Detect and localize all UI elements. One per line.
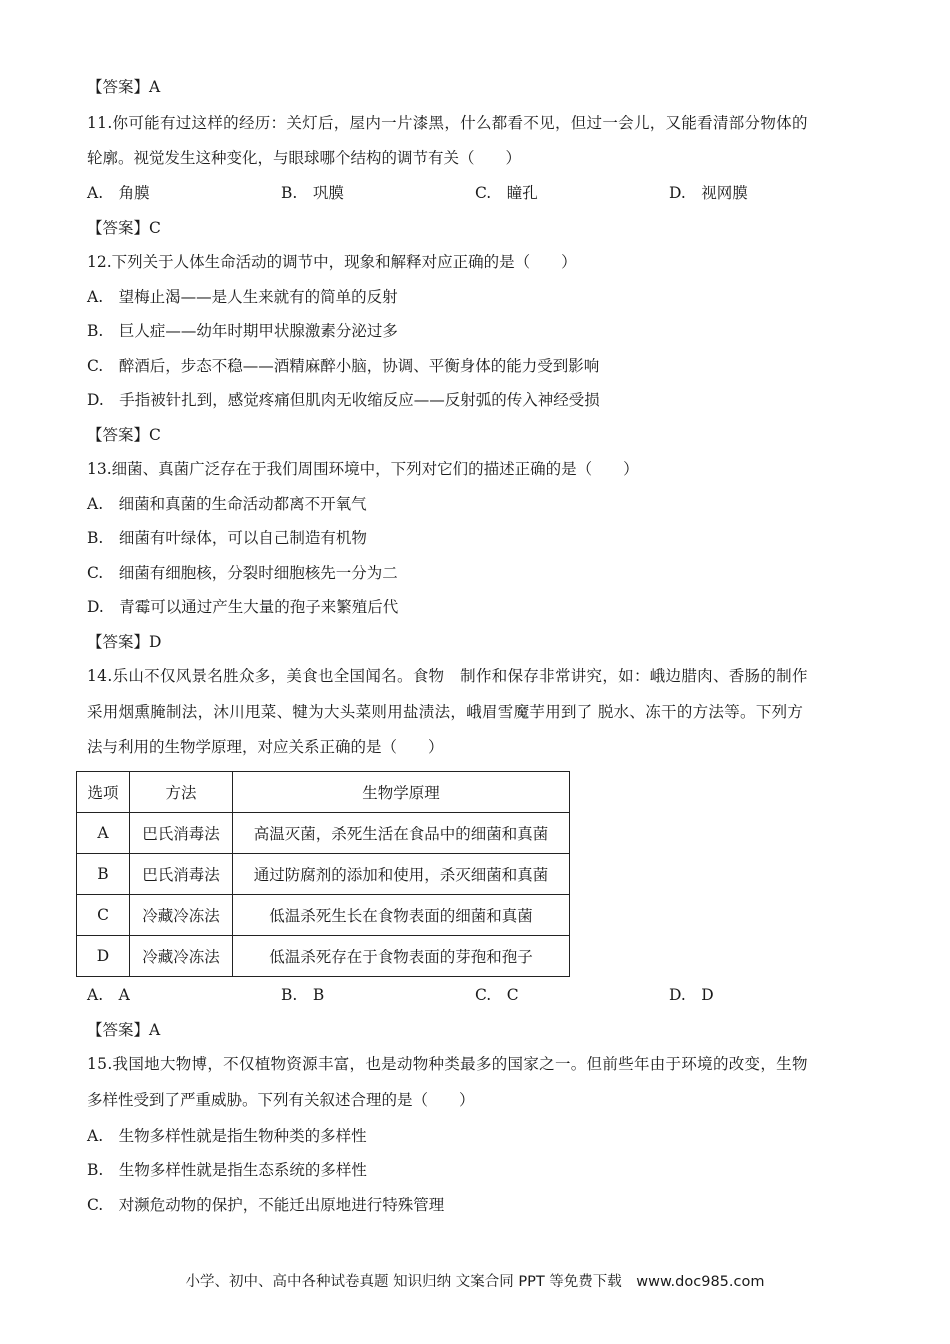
question-12-stem: 12.下列关于人体生命活动的调节中，现象和解释对应正确的是（ ） [87,253,577,271]
question-14-line-1: 14.乐山不仅风景名胜众多，美食也全国闻名。食物 制作和保存非常讲究，如：峨边腊肉、香肠的制作 [87,667,808,685]
option-b: B. B [281,986,325,1004]
question-15-option-a: A. 生物多样性就是指生物种类的多样性 [87,1127,367,1145]
question-15-line-1: 15.我国地大物博，不仅植物资源丰富，也是动物种类最多的国家之一。但前些年由于环境的改变，生物 [87,1055,808,1073]
table-cell: A [77,813,130,854]
answer-10: 【答案】A [87,78,161,96]
table-cell: 冷藏冷冻法 [130,895,233,936]
question-15-option-b: B. 生物多样性就是指生态系统的多样性 [87,1161,367,1179]
page-footer: 小学、初中、高中各种试卷真题 知识归纳 文案合同 PPT 等免费下载 www.doc985.com [185,1274,765,1290]
question-13-option-b: B. 细菌有叶绿体，可以自己制造有机物 [87,529,367,547]
question-13-option-a: A. 细菌和真菌的生命活动都离不开氧气 [87,495,367,513]
option-c: C. C [475,986,519,1004]
table-header: 生物学原理 [233,772,570,813]
table-cell: 冷藏冷冻法 [130,936,233,977]
table-cell: B [77,854,130,895]
table-cell: C [77,895,130,936]
table-cell: 低温杀死存在于食物表面的芽孢和孢子 [233,936,570,977]
table-header-row [77,772,570,813]
question-12-option-c: C. 醉酒后，步态不稳——酒精麻醉小脑，协调、平衡身体的能力受到影响 [87,357,600,375]
table-row [77,936,570,977]
option-d: D. 视网膜 [669,184,748,202]
table-cell: 高温灭菌，杀死生活在食品中的细菌和真菌 [233,813,570,854]
table-cell: 巴氏消毒法 [130,813,233,854]
question-11-line-2: 轮廓。视觉发生这种变化，与眼球哪个结构的调节有关（ ） [87,149,522,167]
question-15-line-2: 多样性受到了严重威胁。下列有关叙述合理的是（ ） [87,1091,475,1109]
question-12-option-a: A. 望梅止渴——是人生来就有的简单的反射 [87,288,398,306]
question-12-option-b: B. 巨人症——幼年时期甲状腺激素分泌过多 [87,322,398,340]
table-cell: 低温杀死生长在食物表面的细菌和真菌 [233,895,570,936]
table-cell: 通过防腐剂的添加和使用，杀灭细菌和真菌 [233,854,570,895]
table-header: 方法 [130,772,233,813]
answer-11: 【答案】C [87,219,161,237]
table-row [77,813,570,854]
option-d: D. D [669,986,714,1004]
option-b: B. 巩膜 [281,184,344,202]
question-14-line-2: 采用烟熏腌制法，沐川甩菜、犍为大头菜则用盐渍法，峨眉雪魔芋用到了 脱水、冻干的方法等。下列方 [87,703,804,721]
question-13-option-c: C. 细菌有细胞核，分裂时细胞核先一分为二 [87,564,398,582]
question-12-option-d: D. 手指被针扎到，感觉疼痛但肌肉无收缩反应——反射弧的传入神经受损 [87,391,600,409]
table-row [77,854,570,895]
methods-table [76,771,570,977]
table-header: 选项 [77,772,130,813]
question-15-option-c: C. 对濒危动物的保护，不能迁出原地进行特殊管理 [87,1196,445,1214]
option-c: C. 瞳孔 [475,184,538,202]
question-13-option-d: D. 青霉可以通过产生大量的孢子来繁殖后代 [87,598,399,616]
table-row [77,895,570,936]
answer-14: 【答案】A [87,1021,161,1039]
option-a: A. A [87,986,130,1004]
table-cell: D [77,936,130,977]
answer-12: 【答案】C [87,426,161,444]
option-a: A. 角膜 [87,184,150,202]
answer-13: 【答案】D [87,633,162,651]
question-13-stem: 13.细菌、真菌广泛存在于我们周围环境中，下列对它们的描述正确的是（ ） [87,460,639,478]
question-14-line-3: 法与利用的生物学原理，对应关系正确的是（ ） [87,738,444,756]
table-cell: 巴氏消毒法 [130,854,233,895]
question-11-line-1: 11.你可能有过这样的经历：关灯后，屋内一片漆黑，什么都看不见，但过一会儿，又能看清部分物体的 [87,114,808,132]
